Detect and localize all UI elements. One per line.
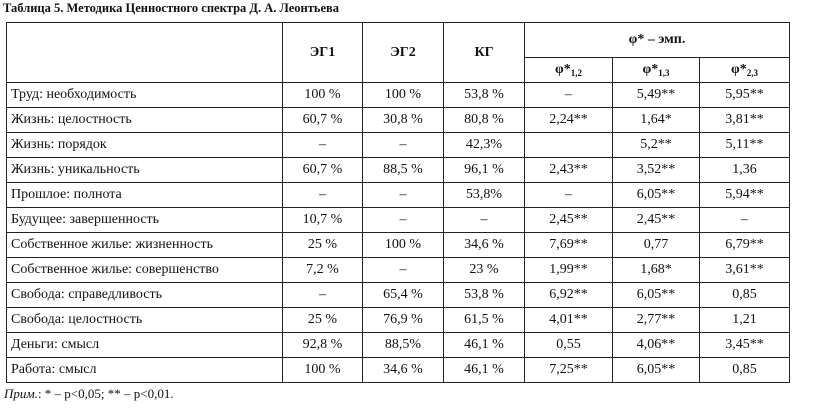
phi-symbol: φ* — [642, 62, 659, 77]
cell-eg2: – — [363, 208, 444, 233]
cell-eg2: 88,5 % — [363, 158, 444, 183]
cell-p12: 2,45** — [525, 208, 613, 233]
cell-p12 — [525, 133, 613, 158]
data-table — [6, 22, 790, 383]
cell-p13: 1,64* — [613, 108, 700, 133]
cell-kg: 46,1 % — [444, 358, 525, 383]
cell-kg: 53,8 % — [444, 83, 525, 108]
cell-eg1: 7,2 % — [283, 258, 363, 283]
row-label: Свобода: целостность — [7, 308, 283, 333]
cell-p12: 1,99** — [525, 258, 613, 283]
cell-eg1: 25 % — [283, 233, 363, 258]
cell-eg2: – — [363, 183, 444, 208]
cell-eg2: 65,4 % — [363, 283, 444, 308]
cell-p13: 0,77 — [613, 233, 700, 258]
table-row — [7, 133, 790, 158]
cell-p23: – — [700, 208, 790, 233]
row-label: Собственное жилье: жизненность — [7, 233, 283, 258]
table-row — [7, 108, 790, 133]
row-label: Жизнь: уникальность — [7, 158, 283, 183]
table-row — [7, 308, 790, 333]
cell-p23: 3,81** — [700, 108, 790, 133]
table-row — [7, 258, 790, 283]
table-caption: Таблица 5. Методика Ценностного спектра Д. А. Леонтьева — [3, 1, 340, 15]
cell-p13: 5,49** — [613, 83, 700, 108]
table-row — [7, 183, 790, 208]
cell-p23: 3,45** — [700, 333, 790, 358]
cell-p12: – — [525, 183, 613, 208]
cell-eg1: – — [283, 183, 363, 208]
cell-p13: 2,45** — [613, 208, 700, 233]
header-phi-group: φ* – эмп. — [525, 23, 790, 58]
table-row — [7, 83, 790, 108]
phi-subscript: 1,3 — [658, 68, 670, 78]
cell-eg1: 100 % — [283, 83, 363, 108]
cell-p12: – — [525, 83, 613, 108]
cell-kg: 80,8 % — [444, 108, 525, 133]
cell-p23: 1,36 — [700, 158, 790, 183]
header-phi-23 — [700, 58, 790, 83]
cell-p23: 3,61** — [700, 258, 790, 283]
cell-p13: 1,68* — [613, 258, 700, 283]
row-label: Труд: необходимость — [7, 83, 283, 108]
header-phi-13 — [613, 58, 700, 83]
phi-subscript: 1,2 — [570, 68, 582, 78]
cell-eg1: 10,7 % — [283, 208, 363, 233]
cell-eg2: 34,6 % — [363, 358, 444, 383]
cell-kg: 96,1 % — [444, 158, 525, 183]
cell-p23: 5,94** — [700, 183, 790, 208]
cell-p12: 0,55 — [525, 333, 613, 358]
cell-p23: 0,85 — [700, 283, 790, 308]
cell-kg: – — [444, 208, 525, 233]
cell-eg2: 30,8 % — [363, 108, 444, 133]
cell-p23: 5,11** — [700, 133, 790, 158]
cell-p12: 6,92** — [525, 283, 613, 308]
cell-p12: 4,01** — [525, 308, 613, 333]
cell-eg2: – — [363, 133, 444, 158]
cell-p13: 4,06** — [613, 333, 700, 358]
cell-p13: 2,77** — [613, 308, 700, 333]
header-kg: КГ — [444, 23, 525, 83]
cell-kg: 53,8% — [444, 183, 525, 208]
cell-p12: 2,24** — [525, 108, 613, 133]
row-label: Деньги: смысл — [7, 333, 283, 358]
row-label: Будущее: завершенность — [7, 208, 283, 233]
cell-p23: 6,79** — [700, 233, 790, 258]
cell-kg: 42,3% — [444, 133, 525, 158]
cell-p12: 7,25** — [525, 358, 613, 383]
row-label: Работа: смысл — [7, 358, 283, 383]
cell-eg2: 100 % — [363, 83, 444, 108]
cell-eg2: 100 % — [363, 233, 444, 258]
cell-p13: 6,05** — [613, 358, 700, 383]
header-eg2: ЭГ2 — [363, 23, 444, 83]
cell-p23: 5,95** — [700, 83, 790, 108]
cell-p13: 5,2** — [613, 133, 700, 158]
phi-symbol: φ* — [555, 62, 571, 77]
table-row — [7, 283, 790, 308]
cell-eg1: 60,7 % — [283, 158, 363, 183]
row-label: Жизнь: целостность — [7, 108, 283, 133]
cell-eg2: 88,5% — [363, 333, 444, 358]
table-row — [7, 333, 790, 358]
cell-eg1: 100 % — [283, 358, 363, 383]
cell-eg1: 25 % — [283, 308, 363, 333]
cell-p13: 6,05** — [613, 183, 700, 208]
cell-kg: 23 % — [444, 258, 525, 283]
cell-kg: 61,5 % — [444, 308, 525, 333]
cell-eg1: – — [283, 283, 363, 308]
row-label: Прошлое: полнота — [7, 183, 283, 208]
cell-kg: 46,1 % — [444, 333, 525, 358]
table-body — [7, 83, 790, 383]
phi-symbol: φ* — [731, 62, 747, 77]
header-label-blank — [7, 23, 283, 83]
cell-p23: 0,85 — [700, 358, 790, 383]
cell-eg1: 92,8 % — [283, 333, 363, 358]
row-label: Жизнь: порядок — [7, 133, 283, 158]
cell-p12: 2,43** — [525, 158, 613, 183]
cell-kg: 34,6 % — [444, 233, 525, 258]
table-row — [7, 208, 790, 233]
cell-eg2: 76,9 % — [363, 308, 444, 333]
cell-p23: 1,21 — [700, 308, 790, 333]
phi-subscript: 2,3 — [746, 68, 758, 78]
cell-eg1: – — [283, 133, 363, 158]
footnote-text: : * – p<0,05; ** – p<0,01. — [37, 386, 174, 401]
table-row — [7, 158, 790, 183]
table-row — [7, 358, 790, 383]
table-row — [7, 233, 790, 258]
cell-eg1: 60,7 % — [283, 108, 363, 133]
footnote — [4, 386, 174, 402]
cell-p13: 6,05** — [613, 283, 700, 308]
footnote-prefix: Прим. — [4, 386, 38, 401]
cell-eg2: – — [363, 258, 444, 283]
cell-p12: 7,69** — [525, 233, 613, 258]
row-label: Свобода: справедливость — [7, 283, 283, 308]
cell-p13: 3,52** — [613, 158, 700, 183]
header-phi-12 — [525, 58, 613, 83]
row-label: Собственное жилье: совершенство — [7, 258, 283, 283]
header-eg1: ЭГ1 — [283, 23, 363, 83]
cell-kg: 53,8 % — [444, 283, 525, 308]
